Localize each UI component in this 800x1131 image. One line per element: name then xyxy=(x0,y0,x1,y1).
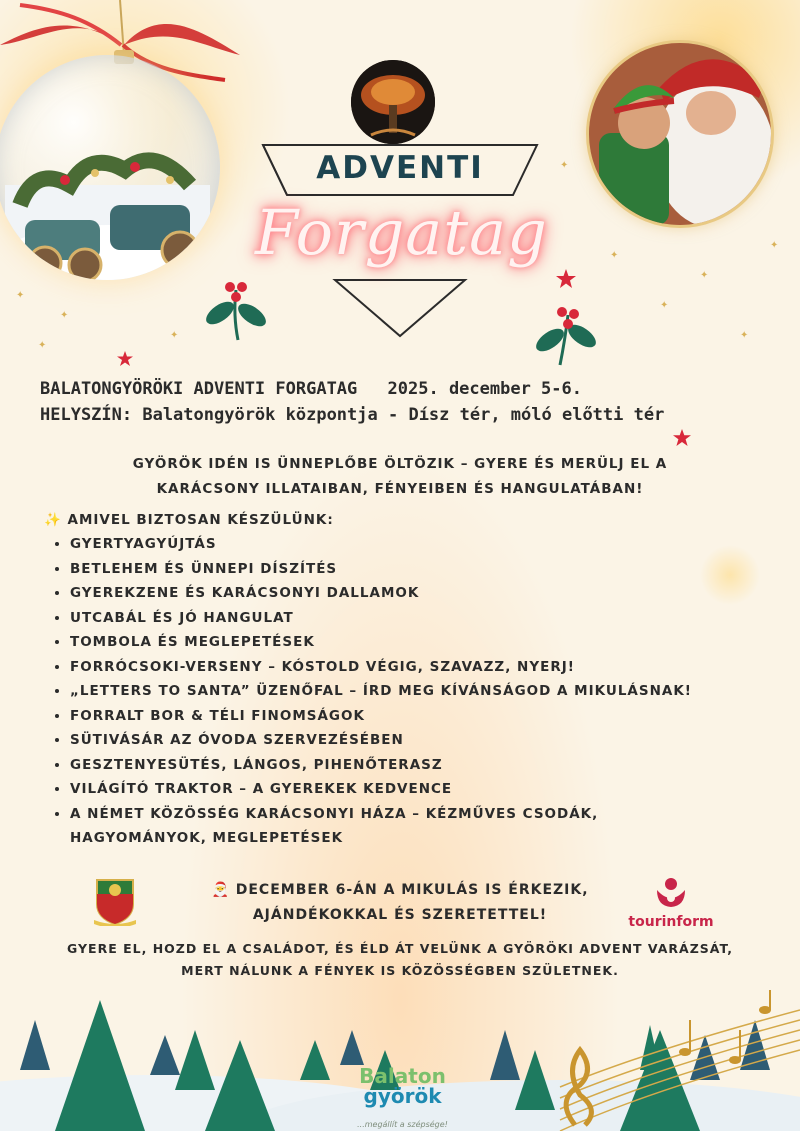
list-item: • GYERTYAGYÚJTÁS xyxy=(70,532,790,557)
closing-text xyxy=(40,938,760,982)
red-star-icon xyxy=(116,350,134,368)
mistletoe-icon xyxy=(198,275,273,345)
santa-announcement xyxy=(180,878,620,928)
tourinform-logo xyxy=(626,876,716,930)
title-adventi: ADVENTI xyxy=(316,150,484,186)
santa-face-icon: 🎅 xyxy=(211,882,230,898)
sparkle-icon: ✦ xyxy=(740,330,749,341)
balatongyorok-tagline: ...megállít a szépsége! xyxy=(357,1120,448,1129)
list-item: • TOMBOLA ÉS MEGLEPETÉSEK xyxy=(70,630,790,655)
sparkle-icon: ✦ xyxy=(770,240,779,251)
sparkle-icon: ✦ xyxy=(700,270,709,281)
red-star-icon xyxy=(555,268,577,290)
list-item: • BETLEHEM ÉS ÜNNEPI DÍSZÍTÉS xyxy=(70,557,790,582)
list-item: • VILÁGÍTÓ TRAKTOR – A GYEREKEK KEDVENCE xyxy=(70,777,790,802)
list-item: • GYEREKZENE ÉS KARÁCSONYI DALLAMOK xyxy=(70,581,790,606)
municipal-crest-icon xyxy=(92,876,138,926)
title-forgatag: Forgatag xyxy=(255,196,548,269)
intro-line-2: KARÁCSONY ILLATAIBAN, FÉNYEIBEN ÉS HANGULATÁBAN! xyxy=(156,481,644,497)
tourinform-label: tourinform xyxy=(628,914,714,930)
intro-text xyxy=(60,452,740,502)
santa-announcement-line-2: AJÁNDÉKOKKAL ÉS SZERETETTEL! xyxy=(252,907,548,923)
program-heading xyxy=(44,512,334,528)
list-item: • „LETTERS TO SANTA” ÜZENŐFAL – ÍRD MEG KÍVÁNSÁGOD A MIKULÁSNAK! xyxy=(70,679,790,704)
tourinform-icon xyxy=(654,876,688,908)
closing-line-2: MERT NÁLUNK A FÉNYEK IS KÖZÖSSÉGBEN SZÜLETNEK. xyxy=(181,963,619,978)
balatongyorok-logo-part2: györök xyxy=(363,1084,442,1108)
list-item: • FORRÓCSOKI-VERSENY – KÓSTOLD VÉGIG, SZAVAZZ, NYERJ! xyxy=(70,655,790,680)
closing-line-1: GYERE EL, HOZD EL A CSALÁDOT, ÉS ÉLD ÁT VELÜNK A GYÖRÖKI ADVENT VARÁZSÁT, xyxy=(67,941,733,956)
list-item: • GESZTENYESÜTÉS, LÁNGOS, PIHENŐTERASZ xyxy=(70,753,790,778)
program-heading-text: AMIVEL BIZTOSAN KÉSZÜLÜNK: xyxy=(67,512,334,528)
sparkle-icon: ✦ xyxy=(170,330,179,341)
santa-photo xyxy=(586,40,774,228)
sparkle-icon: ✦ xyxy=(38,340,47,351)
sparkle-icon: ✦ xyxy=(660,300,669,311)
sparkles-icon: ✨ xyxy=(44,512,62,528)
sparkle-icon: ✦ xyxy=(60,310,69,321)
event-date: 2025. december 5-6. xyxy=(387,379,582,399)
list-item: • A NÉMET KÖZÖSSÉG KARÁCSONYI HÁZA – KÉZMŰVES CSODÁK, HAGYOMÁNYOK, MEGLEPETÉSEK xyxy=(70,802,720,851)
sparkle-icon: ✦ xyxy=(610,250,619,261)
list-item: • FORRALT BOR & TÉLI FINOMSÁGOK xyxy=(70,704,790,729)
intro-line-1: GYÖRÖK IDÉN IS ÜNNEPLŐBE ÖLTÖZIK – GYERE ÉS MERÜLJ EL A xyxy=(132,456,668,472)
event-location: HELYSZÍN: Balatongyörök központja - Dísz tér, móló előtti tér xyxy=(40,405,665,425)
christmas-ornament-image xyxy=(0,55,220,280)
list-item: • UTCABÁL ÉS JÓ HANGULAT xyxy=(70,606,790,631)
tree-logo-icon xyxy=(351,60,435,144)
sparkle-icon: ✦ xyxy=(16,290,25,301)
santa-announcement-line-1: DECEMBER 6-ÁN A MIKULÁS IS ÉRKEZIK, xyxy=(235,882,589,898)
balatongyorok-logo xyxy=(335,1066,470,1129)
balatongyorok-logo-part1: Balaton xyxy=(359,1064,446,1088)
red-star-icon xyxy=(672,428,692,448)
list-item: • SÜTIVÁSÁR AZ ÓVODA SZERVEZÉSÉBEN xyxy=(70,728,790,753)
mistletoe-icon xyxy=(530,300,605,370)
program-list xyxy=(50,532,790,851)
event-name: BALATONGYÖRÖKI ADVENTI FORGATAG xyxy=(40,379,358,399)
sparkle-icon: ✦ xyxy=(560,160,569,171)
event-title-line xyxy=(40,376,770,402)
